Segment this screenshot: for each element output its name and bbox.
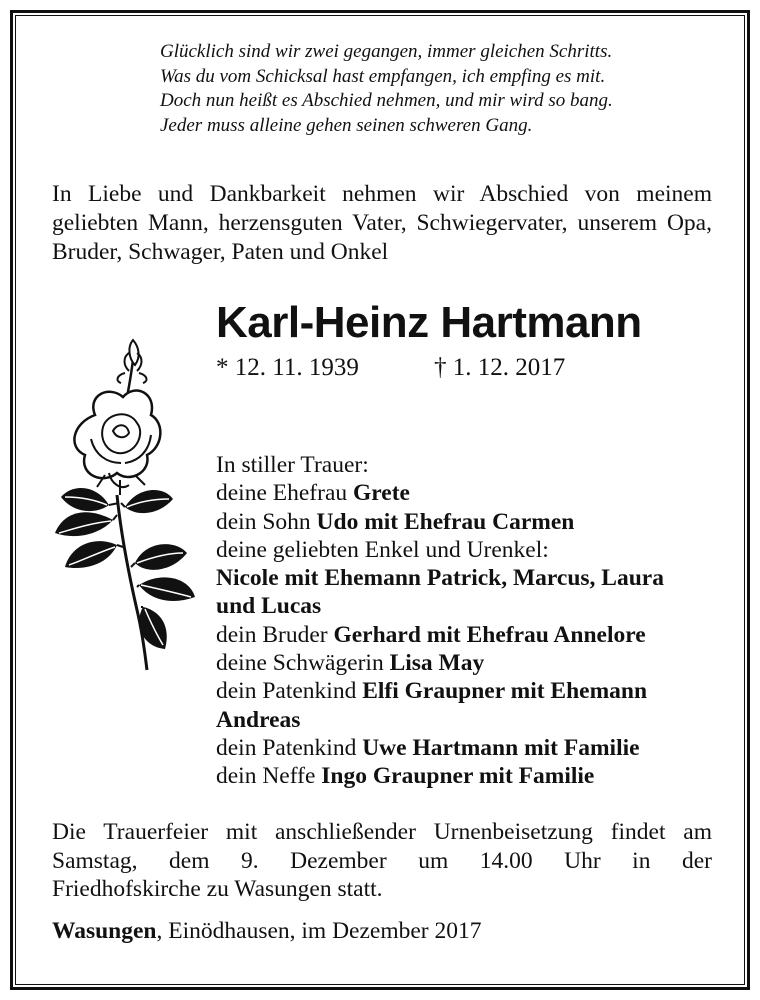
place-town: Wasungen [52,918,157,944]
ceremony-line: Die Trauerfeier mit anschließender Urnenbeisetzung findet am [52,819,712,845]
poem-line: Jeder muss alleine gehen seinen schweren Gang. [160,114,533,136]
place-and-date [52,918,482,945]
list-item: dein Patenkind Elfi Graupner mit Ehemann [216,678,648,705]
list-item: Andreas [216,706,301,733]
ceremony-line: Samstag, dem 9. Dezember um 14.00 Uhr in der [52,847,712,874]
poem-line: Was du vom Schicksal hast empfangen, ich empfing es mit. [160,65,606,87]
poem [160,40,720,138]
list-item: dein Patenkind Uwe Hartmann mit Familie [216,734,640,761]
intro-text: In Liebe und Dankbarkeit nehmen wir Abschied von meinem geliebten Mann, herzensguten Vater, Schwiegervater, unserem Opa, Bruder, Schwager, Paten und Onkel [52,181,712,265]
place-rest: , Einödhausen, im Dezember 2017 [156,918,482,944]
poem-line: Glücklich sind wir zwei gegangen, immer gleichen Schritts. [160,41,613,62]
death-date: † 1. 12. 2017 [434,354,566,381]
list-item: dein Bruder Gerhard mit Ehefrau Annelore [216,621,646,648]
birth-date: * 12. 11. 1939 [216,354,359,381]
deceased-name: Karl-Heinz Hartmann [216,298,642,347]
ceremony-line: Friedhofskirche zu Wasungen statt. [52,876,383,902]
list-item: deine Ehefrau Grete [216,480,410,507]
rose-icon [25,335,210,675]
list-item: dein Neffe Ingo Graupner mit Familie [216,763,595,790]
list-item: deine geliebten Enkel und Urenkel: [216,536,549,563]
mourners-list [216,451,716,791]
list-item: dein Sohn Udo mit Ehefrau Carmen [216,508,575,535]
list-item: deine Schwägerin Lisa May [216,650,485,677]
mourners-heading: In stiller Trauer: [216,452,369,478]
list-item: und Lucas [216,593,322,620]
ceremony-notice [52,818,712,904]
list-item: Nicole mit Ehemann Patrick, Marcus, Laura [216,565,664,592]
life-dates [216,354,566,382]
poem-line: Doch nun heißt es Abschied nehmen, und mir wird so bang. [160,90,613,111]
